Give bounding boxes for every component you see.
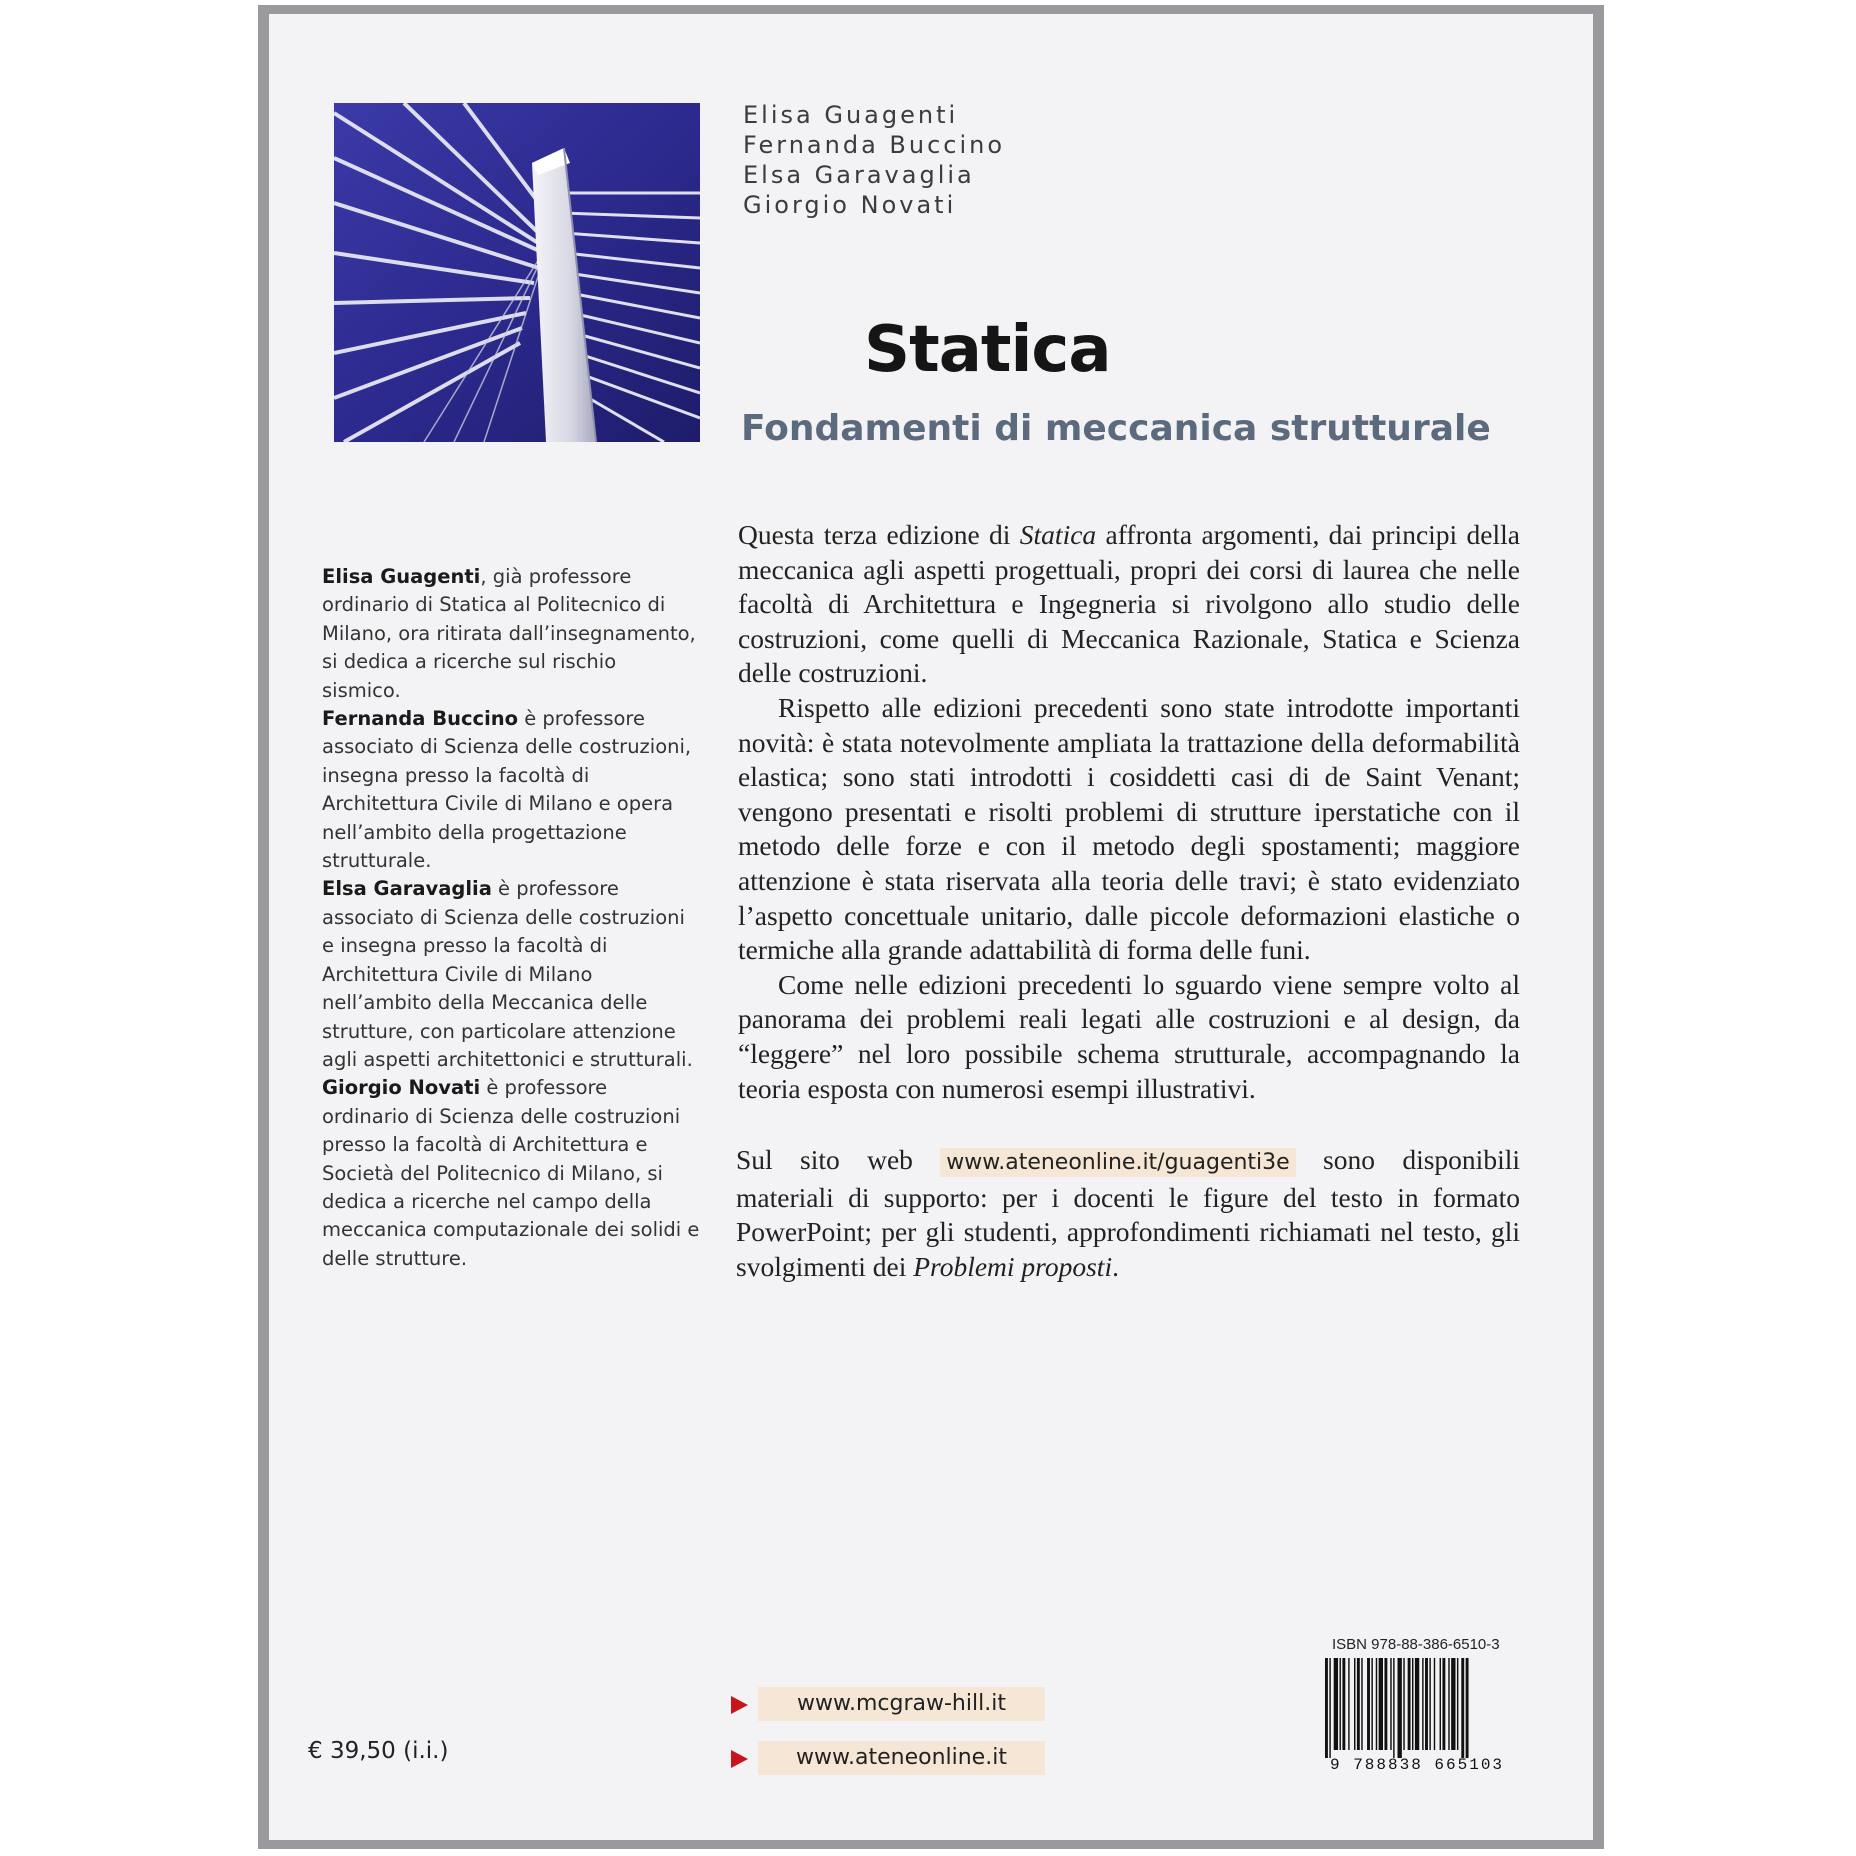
arrow-right-icon [731, 1750, 748, 1768]
barcode-bar [1371, 1658, 1372, 1750]
book-title: Statica [864, 313, 1111, 387]
bio-name: Elisa Guagenti [322, 565, 481, 588]
barcode-bar [1390, 1658, 1391, 1750]
arrow-right-icon [731, 1696, 748, 1714]
barcode-bar [1367, 1658, 1370, 1750]
bio-name: Fernanda Buccino [322, 707, 519, 731]
barcode-bar [1448, 1658, 1449, 1750]
author-bios [322, 563, 700, 1273]
author-name: Fernanda Buccino [743, 131, 1006, 159]
barcode-bar [1434, 1658, 1435, 1750]
website-info: Sul sito web www.ateneonline.it/guagenti3e sono disponibili materiali di supporto: per i docenti le figure del testo in formato PowerPoint; per gli studenti, approfondimenti richiamati nel testo, gli svolgimenti dei Problemi proposti. [736, 1144, 1520, 1282]
barcode-bar [1440, 1658, 1441, 1750]
barcode-bar [1461, 1658, 1464, 1758]
author-bio: Elisa Guagenti, già professore ordinario di Statica al Politecnico di Milano, ora ritirata dall’insegnamento, si dedica a ricerche sul rischio sismico. [322, 565, 696, 702]
author-name: Elsa Garavaglia [743, 161, 975, 189]
barcode [1323, 1658, 1519, 1758]
price-label: € 39,50 (i.i.) [308, 1738, 449, 1764]
problems-italic: Problemi proposti [913, 1250, 1113, 1282]
publisher-links [731, 1687, 1045, 1795]
book-subtitle: Fondamenti di meccanica strutturale [741, 408, 1491, 449]
author-bio: Elsa Garavaglia è professore associato di Scienza delle costruzioni e insegna presso la facoltà di Architettura Civile di Milano nell’ambito della Meccanica delle strutture, con particolare attenzione agli aspetti architettonici e strutturali. [322, 877, 693, 1071]
description-paragraph: Come nelle edizioni precedenti lo sguardo viene sempre volto al panorama dei problemi reali legati alle costruzioni e al design, da “leggere” nel loro possibile schema strutturale, accompagnando la teoria esposta con numerosi esempi illustrativi. [738, 968, 1520, 1104]
barcode-bar [1342, 1658, 1345, 1750]
link-row [731, 1741, 1045, 1777]
barcode-bar [1457, 1658, 1458, 1750]
barcode-bar [1429, 1658, 1430, 1750]
barcode-bar [1415, 1658, 1419, 1750]
author-bio: Fernanda Buccino è professore associato di Scienza delle costruzioni, insegna presso la facoltà di Architettura Civile di Milano e opera nell’ambito della progettazione strutturale. [322, 707, 692, 873]
barcode-bar [1325, 1658, 1328, 1758]
barcode-bar [1348, 1658, 1349, 1750]
barcode-bar [1379, 1658, 1383, 1750]
barcode-bar [1354, 1658, 1355, 1750]
author-list [743, 100, 1005, 220]
description-paragraph: Questa terza edizione di Statica affronta argomenti, dai principi della meccanica agli aspetti progettuali, propri dei corsi di laurea che nelle facoltà di Architettura e Ingegneria si rivolgono allo studio delle costruzioni, come quelli di Meccanica Razionale, Statica e Scienza delle costruzioni. [738, 519, 1520, 689]
book-description [738, 518, 1520, 1106]
barcode-bar [1329, 1658, 1330, 1758]
mcgraw-hill-link[interactable]: www.mcgraw-hill.it [758, 1687, 1045, 1721]
ateneonline-link[interactable]: www.ateneonline.it [758, 1741, 1045, 1775]
barcode-bar [1376, 1658, 1377, 1750]
barcode-bar [1412, 1658, 1413, 1750]
barcode-digits: 9 788838 665103 [1330, 1756, 1505, 1774]
author-name: Elisa Guagenti [743, 101, 959, 129]
link-row [731, 1687, 1045, 1723]
title-italic: Statica [1019, 519, 1097, 550]
barcode-bar [1451, 1658, 1455, 1750]
barcode-bar [1408, 1658, 1411, 1750]
barcode-bar [1466, 1658, 1469, 1758]
author-bio: Giorgio Novati è professore ordinario di Scienza delle costruzioni presso la facoltà di Architettura e Società del Politecnico di Milano, si dedica a ricerche nel campo della meccanica computazionale dei solidi e delle strutture. [322, 1076, 700, 1270]
barcode-bar [1334, 1658, 1338, 1750]
barcode-bar [1425, 1658, 1428, 1750]
barcode-bar [1384, 1658, 1387, 1750]
barcode-bar [1422, 1658, 1423, 1750]
bridge-photo [334, 103, 700, 442]
barcode-bar [1398, 1658, 1402, 1758]
author-name: Giorgio Novati [743, 191, 957, 219]
barcode-bar [1357, 1658, 1360, 1750]
bio-name: Giorgio Novati [322, 1076, 481, 1100]
bio-name: Elsa Garavaglia [322, 877, 492, 901]
isbn-label: ISBN 978-88-386-6510-3 [1332, 1636, 1500, 1653]
description-paragraph: Rispetto alle edizioni precedenti sono state introdotte importanti novità: è stata notevolmente ampliata la trattazione della deformabilità elastica; sono stati introdotti i cosiddetti casi di de Saint Venant; vengono presentati e risolti problemi di strutture iperstatiche con il metodo delle forze e con il metodo degli spostamenti; maggiore attenzione è stata riservata alla teoria delle travi; è stato evidenziato l’aspetto concettuale unitario, dalle piccole deformazioni elastiche o termiche alla grande adattabilità di forma delle funi. [738, 691, 1520, 966]
barcode-bar [1340, 1658, 1341, 1750]
barcode-bar [1361, 1658, 1362, 1750]
barcode-bar [1442, 1658, 1445, 1750]
support-site-link[interactable]: www.ateneonline.it/guagenti3e [940, 1148, 1295, 1177]
barcode-bar [1403, 1658, 1404, 1750]
barcode-bar [1393, 1658, 1394, 1758]
